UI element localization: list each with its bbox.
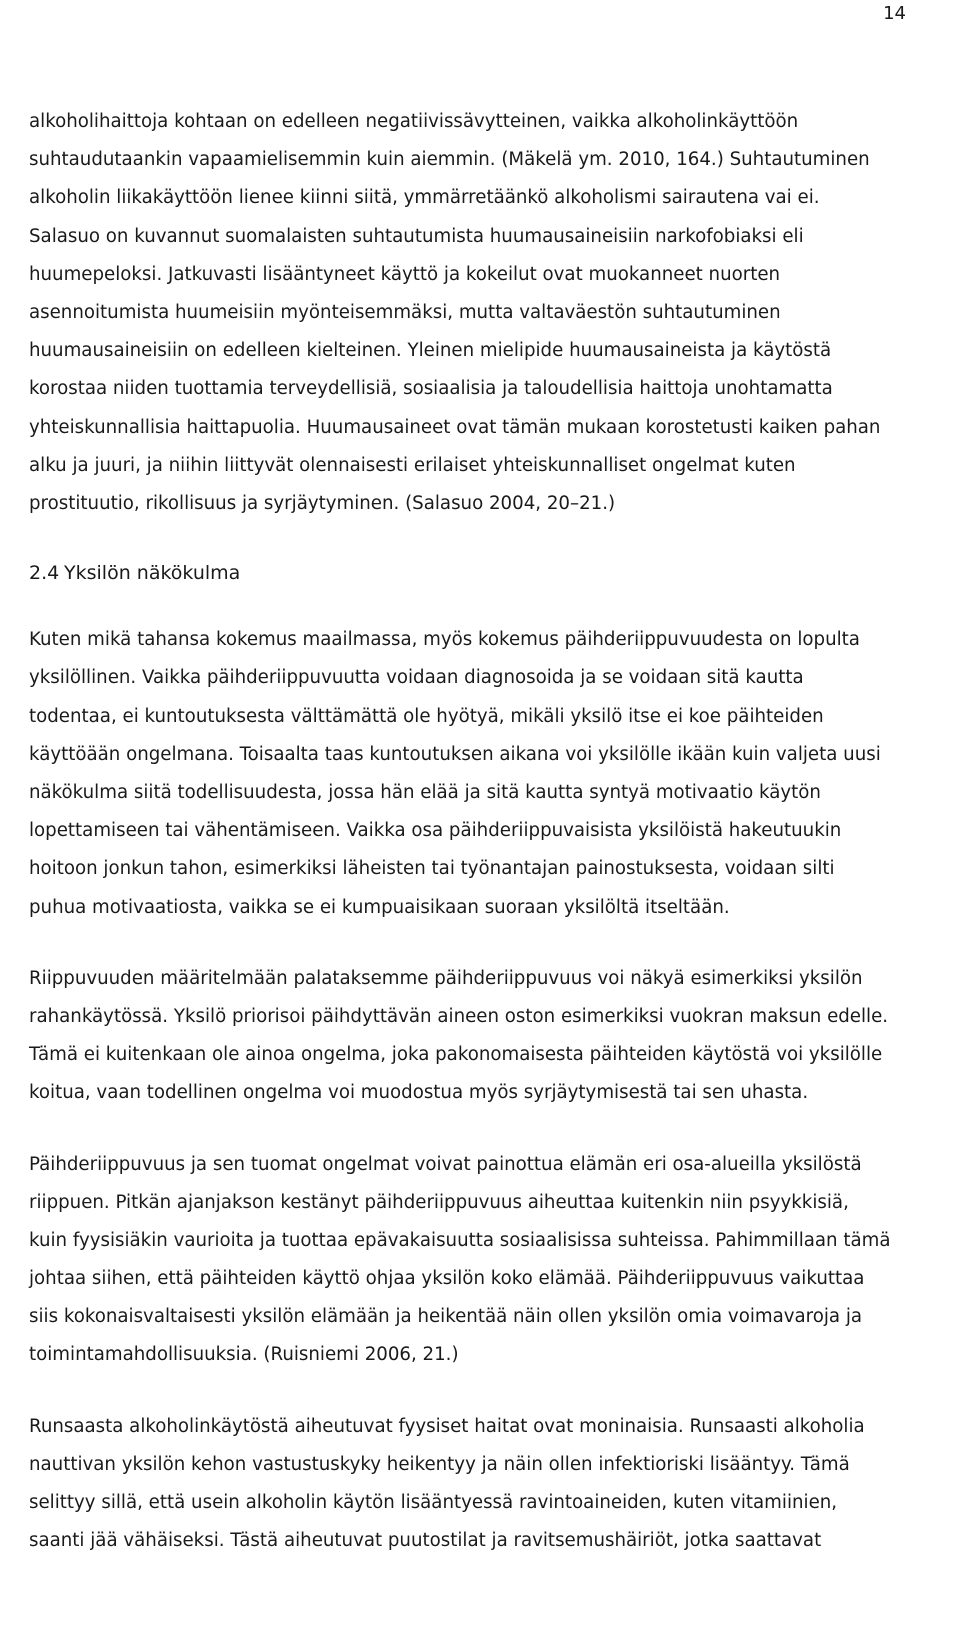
text-line: todentaa, ei kuntoutuksesta välttämättä ole hyötyä, mikäli yksilö itse ei koe päihteiden — [29, 705, 824, 727]
text-line: Kuten mikä tahansa kokemus maailmassa, myös kokemus päihderiippuvuudesta on lopulta — [29, 629, 860, 651]
page-number: 14 — [883, 3, 906, 24]
text-line: huumausaineisiin on edelleen kielteinen. Yleinen mielipide huumausaineista ja käytöstä — [29, 340, 832, 362]
paragraph — [29, 621, 954, 927]
text-line: prostituutio, rikollisuus ja syrjäytyminen. (Salasuo 2004, 20–21.) — [29, 492, 616, 514]
section-title: Yksilön näkökulma — [64, 562, 241, 585]
text-line: kuin fyysisiäkin vaurioita ja tuottaa epävakaisuutta sosiaalisissa suhteissa. Pahimmillaan tämä — [29, 1229, 891, 1251]
text-line: yhteiskunnallisia haittapuolia. Huumausaineet ovat tämän mukaan korostetusti kaiken pahan — [29, 416, 881, 438]
text-line: rahankäytössä. Yksilö priorisoi päihdyttävän aineen oston esimerkiksi vuokran maksun edelle. — [29, 1005, 889, 1027]
text-line: toimintamahdollisuuksia. (Ruisniemi 2006, 21.) — [29, 1344, 459, 1366]
text-line: johtaa siihen, että päihteiden käyttö ohjaa yksilön koko elämää. Päihderiippuvuus vaikuttaa — [29, 1268, 865, 1290]
paragraph — [29, 1146, 954, 1375]
text-line: käyttöään ongelmana. Toisaalta taas kuntoutuksen aikana voi yksilölle ikään kuin valjeta uusi — [29, 743, 881, 765]
text-line: Päihderiippuvuus ja sen tuomat ongelmat voivat painottua elämän eri osa-alueilla yksilöstä — [29, 1153, 862, 1175]
text-line: koitua, vaan todellinen ongelma voi muodostua myös syrjäytymisestä tai sen uhasta. — [29, 1082, 809, 1104]
section-number: 2.4 — [29, 562, 60, 585]
text-line: saanti jää vähäiseksi. Tästä aiheutuvat puutostilat ja ravitsemushäiriöt, jotka saattavat — [29, 1530, 822, 1552]
text-line: alku ja juuri, ja niihin liittyvät olennaisesti erilaiset yhteiskunnalliset ongelmat kuten — [29, 454, 796, 476]
text-line: selittyy sillä, että usein alkoholin käytön lisääntyessä ravintoaineiden, kuten vitamiinien, — [29, 1492, 838, 1514]
text-line: Tämä ei kuitenkaan ole ainoa ongelma, joka pakonomaisesta päihteiden käytöstä voi yksilölle — [29, 1044, 883, 1066]
paragraph — [29, 960, 954, 1113]
text-line: hoitoon jonkun tahon, esimerkiksi läheisten tai työnantajan painostuksesta, voidaan silti — [29, 858, 835, 880]
paragraph-intro — [29, 103, 954, 523]
text-line: alkoholin liikakäyttöön lienee kiinni siitä, ymmärretäänkö alkoholismi sairautena vai ei. — [29, 187, 820, 209]
text-line: Salasuo on kuvannut suomalaisten suhtautumista huumausaineisiin narkofobiaksi eli — [29, 225, 804, 247]
paragraph-spacer — [29, 1375, 954, 1408]
text-line: näkökulma siitä todellisuudesta, jossa hän elää ja sitä kautta syntyä motivaatio käytön — [29, 782, 821, 804]
text-line: lopettamiseen tai vähentämiseen. Vaikka osa päihderiippuvaisista yksilöistä hakeutuukin — [29, 820, 842, 842]
text-line: Riippuvuuden määritelmään palataksemme päihderiippuvuus voi näkyä esimerkiksi yksilön — [29, 967, 863, 989]
paragraph — [29, 1408, 954, 1561]
text-line: nauttivan yksilön kehon vastustuskyky heikentyy ja näin ollen infektioriski lisääntyy. Tämä — [29, 1453, 850, 1475]
paragraph-spacer — [29, 1113, 954, 1146]
text-line: riippuen. Pitkän ajanjakson kestänyt päihderiippuvuus aiheuttaa kuitenkin niin psyykkisiä, — [29, 1191, 849, 1213]
section-heading — [29, 554, 954, 592]
text-line: huumepeloksi. Jatkuvasti lisääntyneet käyttö ja kokeilut ovat muokanneet nuorten — [29, 263, 781, 285]
paragraph-spacer — [29, 927, 954, 960]
text-line: Runsaasta alkoholinkäytöstä aiheutuvat fyysiset haitat ovat moninaisia. Runsaasti alkoholia — [29, 1415, 865, 1437]
text-line: suhtaudutaankin vapaamielisemmin kuin aiemmin. (Mäkelä ym. 2010, 164.) Suhtautuminen — [29, 149, 870, 171]
text-line: asennoitumista huumeisiin myönteisemmäksi, mutta valtaväestön suhtautuminen — [29, 301, 781, 323]
text-line: yksilöllinen. Vaikka päihderiippuvuutta voidaan diagnosoida ja se voidaan sitä kautta — [29, 667, 804, 689]
text-line: puhua motivaatiosta, vaikka se ei kumpuaisikaan suoraan yksilöltä itseltään. — [29, 896, 730, 918]
text-line: alkoholihaittoja kohtaan on edelleen negatiivissävytteinen, vaikka alkoholinkäyttöön — [29, 111, 799, 132]
text-line: korostaa niiden tuottamia terveydellisiä, sosiaalisia ja taloudellisia haittoja unohtamatta — [29, 378, 833, 400]
text-line: siis kokonaisvaltaisesti yksilön elämään ja heikentää näin ollen yksilön omia voimavaroja ja — [29, 1306, 863, 1328]
document-body — [29, 103, 954, 1560]
